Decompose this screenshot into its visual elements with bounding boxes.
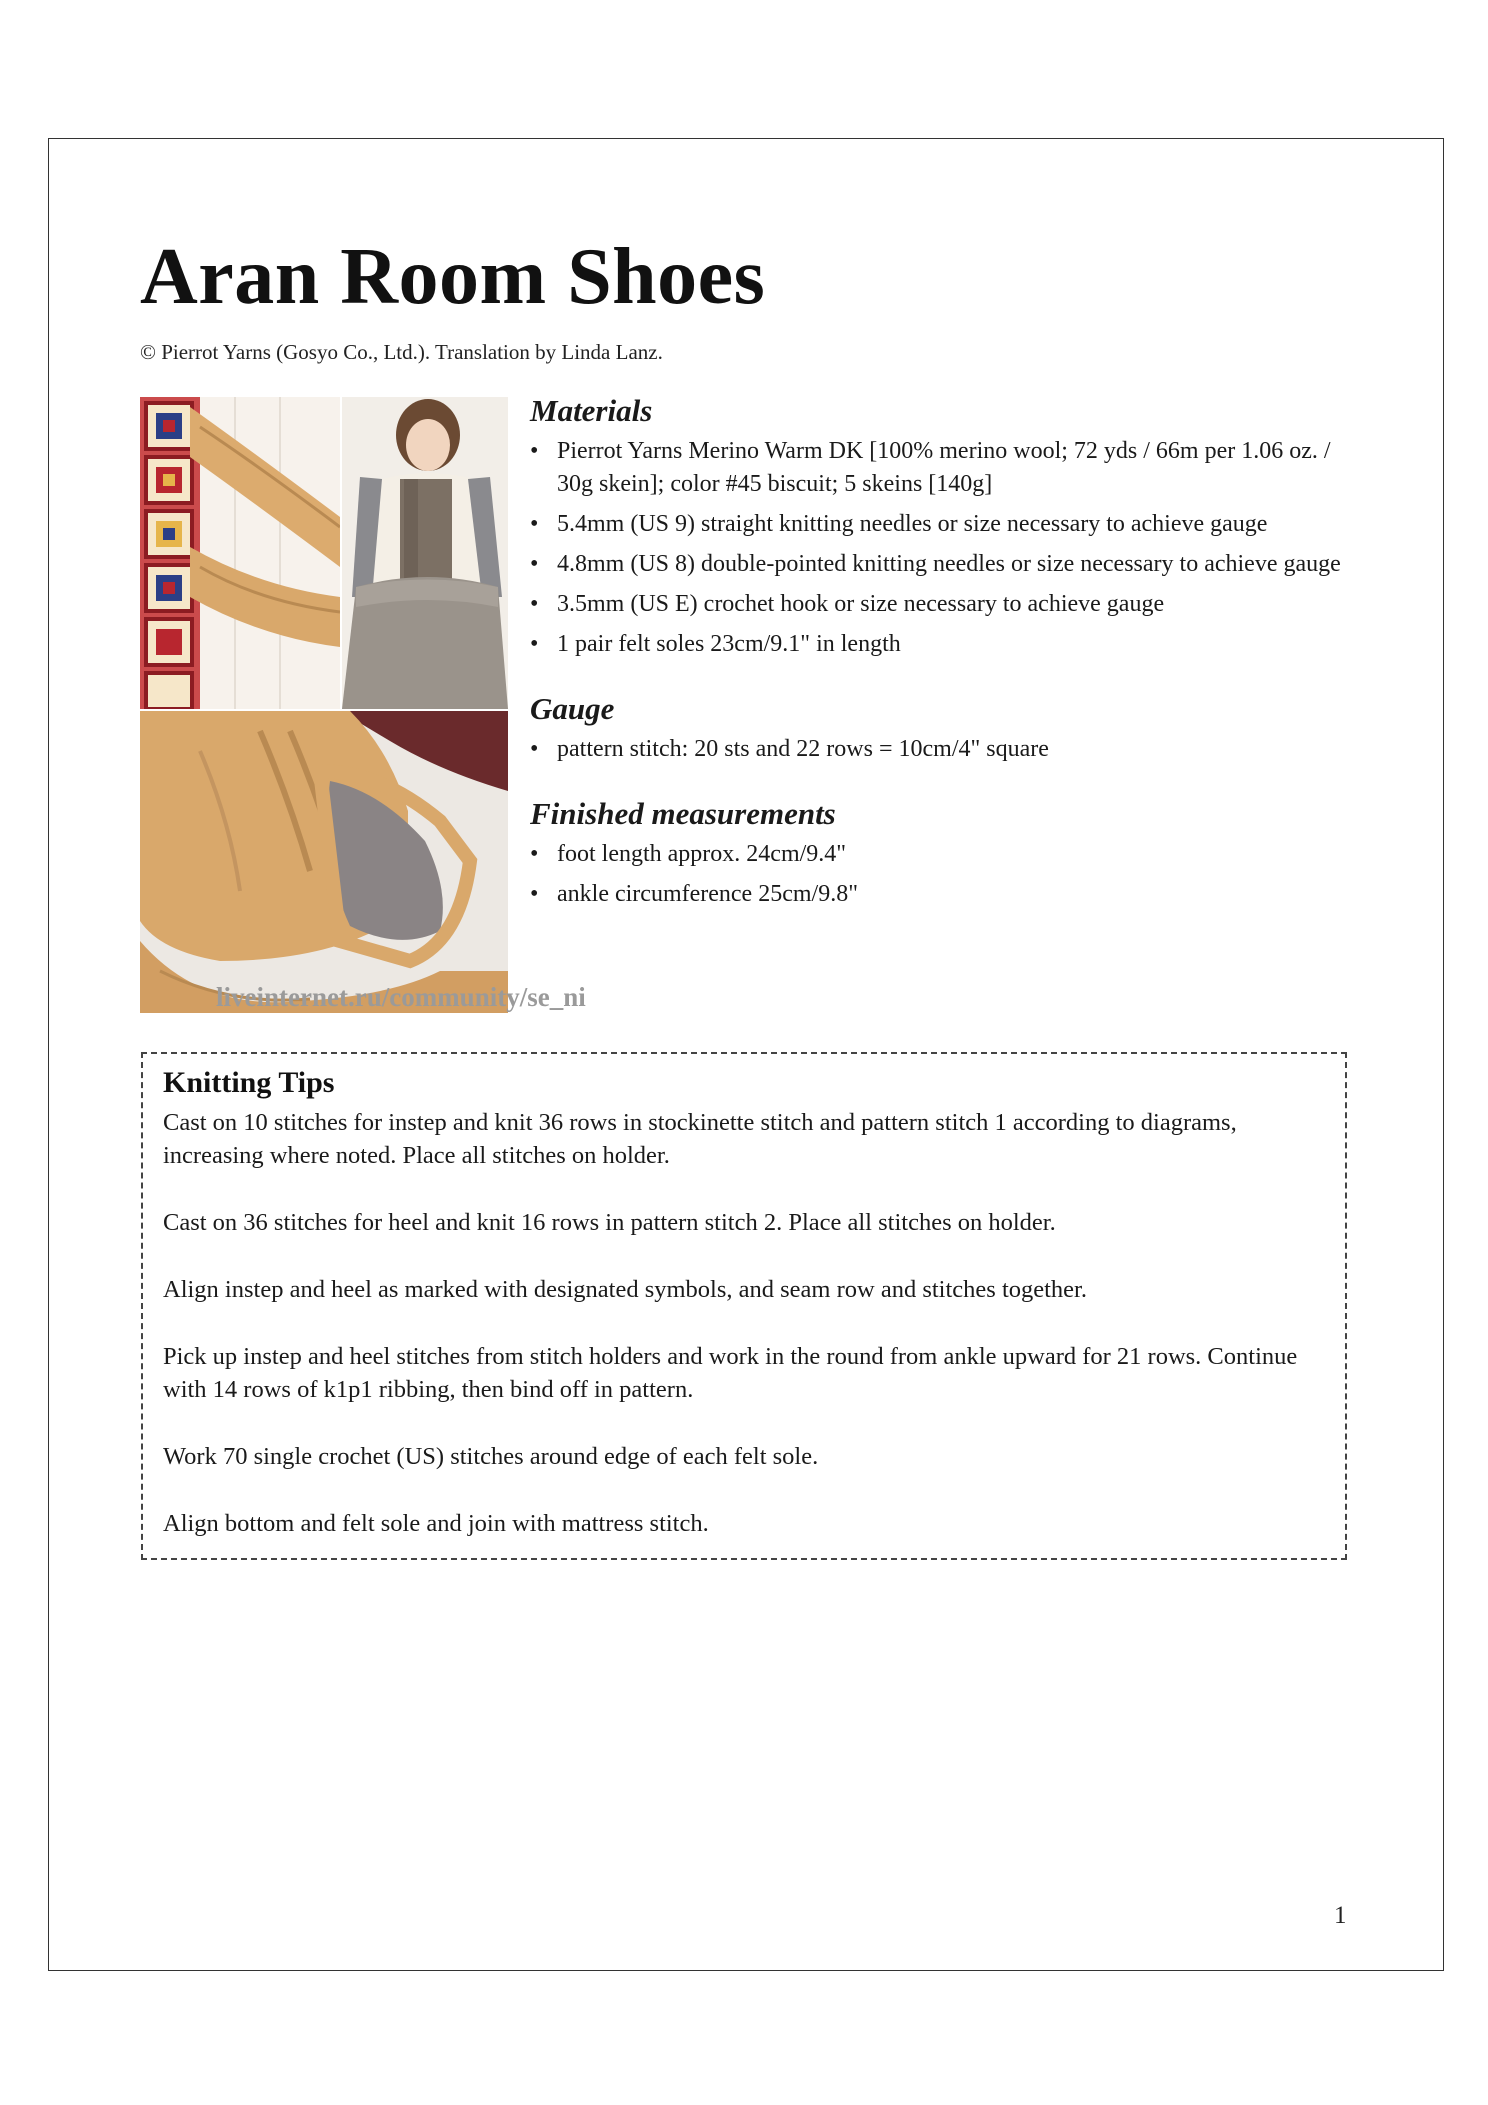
finished-measurements-list [530,838,1350,911]
finished-measurements-section [530,796,1350,911]
materials-heading: Materials [530,393,653,428]
list-item-text: foot length approx. 24cm/9.4" [557,841,847,867]
tip-paragraph: Work 70 single crochet (US) stitches around edge of each felt sole. [163,1443,819,1470]
finished-measurements-heading: Finished measurements [530,796,836,831]
list-item [530,878,1350,911]
list-item [530,733,1350,766]
bullet-icon: • [530,438,539,464]
list-item-text: pattern stitch: 20 sts and 22 rows = 10cm/4" square [557,736,1049,762]
list-item [530,838,1350,871]
list-item [530,628,1350,661]
page-number: 1 [1334,1902,1347,1929]
photo-room-shoes [140,711,508,1013]
list-item-text: 3.5mm (US E) crochet hook or size necessary to achieve gauge [557,591,1165,617]
bullet-icon: • [530,631,539,657]
specs-column [530,393,1350,918]
list-item-text: 4.8mm (US 8) double-pointed knitting needles or size necessary to achieve gauge [557,551,1341,577]
copyright-credit: © Pierrot Yarns (Gosyo Co., Ltd.). Translation by Linda Lanz. [140,340,663,364]
bullet-icon: • [530,551,539,577]
list-item-text: Pierrot Yarns Merino Warm DK [100% merino wool; 72 yds / 66m per 1.06 oz. / 30g skein]; color #45 biscuit; 5 skeins [140g] [557,438,1331,497]
materials-list [530,435,1350,661]
list-item [530,508,1350,541]
gauge-section [530,691,1350,766]
tip-paragraph: Pick up instep and heel stitches from stitch holders and work in the round from ankle upward for 21 rows. Continue with 14 rows of k1p1 ribbing, then bind off in pattern. [163,1343,1298,1403]
bullet-icon: • [530,591,539,617]
bullet-icon: • [530,511,539,537]
gauge-list [530,733,1350,766]
knitting-tips-heading: Knitting Tips [163,1066,335,1099]
list-item [530,435,1350,501]
list-item-text: 1 pair felt soles 23cm/9.1" in length [557,631,901,657]
list-item [530,548,1350,581]
materials-section [530,393,1350,661]
list-item [530,588,1350,621]
bullet-icon: • [530,841,539,867]
document-title: Aran Room Shoes [140,233,766,321]
list-item-text: ankle circumference 25cm/9.8" [557,881,858,907]
bullet-icon: • [530,736,539,762]
bullet-icon: • [530,881,539,907]
tip-paragraph: Cast on 36 stitches for heel and knit 16 rows in pattern stitch 2. Place all stitches on holder. [163,1209,1056,1236]
knitting-tips-box [141,1052,1347,1560]
watermark-text: liveinternet.ru/community/se_ni [216,982,586,1012]
gauge-heading: Gauge [530,691,615,726]
list-item-text: 5.4mm (US 9) straight knitting needles or size necessary to achieve gauge [557,511,1268,537]
photo-scarf-closeup [140,397,340,709]
tip-paragraph: Align instep and heel as marked with designated symbols, and seam row and stitches together. [163,1276,1087,1303]
tip-paragraph: Cast on 10 stitches for instep and knit 36 rows in stockinette stitch and pattern stitch 1 according to diagrams, increasing where noted. Place all stitches on holder. [163,1109,1237,1169]
photo-model-wearing [342,397,508,709]
tip-paragraph: Align bottom and felt sole and join with mattress stitch. [163,1510,709,1537]
